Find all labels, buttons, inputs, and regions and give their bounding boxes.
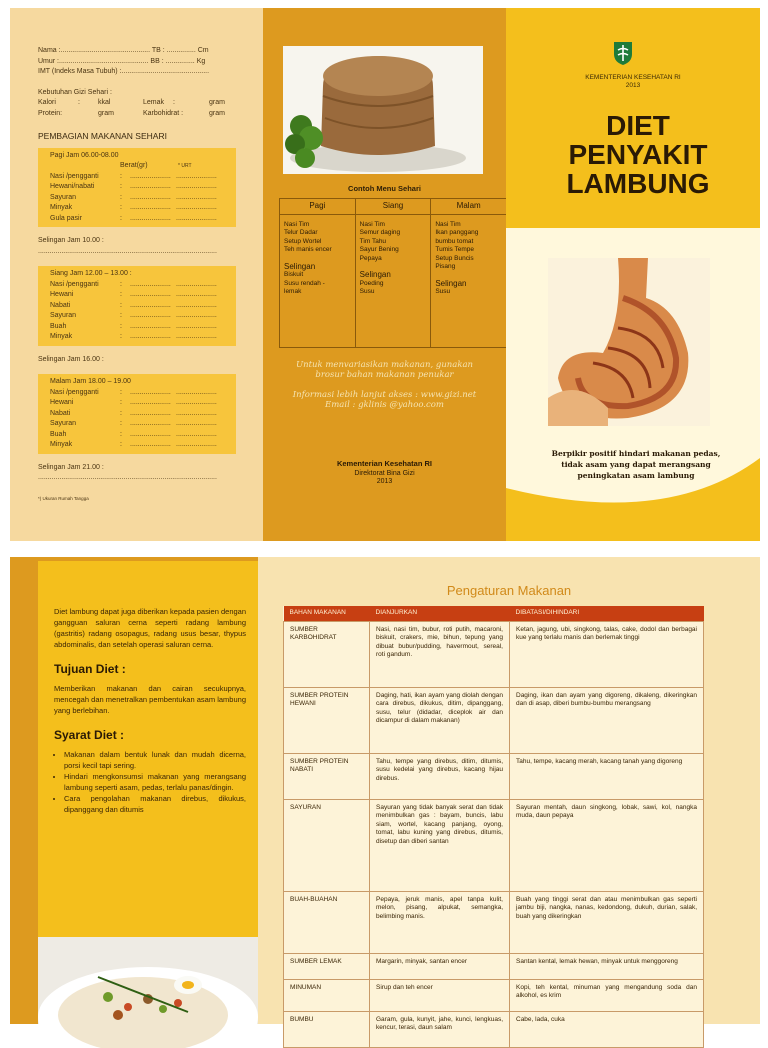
table-cell: Margarin, minyak, santan encer — [370, 953, 510, 979]
table-cell: SAYURAN — [284, 799, 370, 891]
table-cell: Tahu, tempe yang direbus, ditim, ditumis, susu kedelai yang direbus, kacang hijau direbus. — [370, 753, 510, 799]
table-cell: Kopi, teh kental, minuman yang mengandung soda dan alkohol, es krim — [510, 979, 704, 1011]
menu-table — [279, 198, 507, 348]
menu-item: Sayur Bening — [359, 246, 399, 253]
diet-form-panel — [10, 8, 263, 541]
pagi-box — [38, 148, 236, 228]
menu-column — [356, 199, 432, 347]
menu-title: Contoh Menu Sehari — [348, 184, 421, 193]
table-cell: Buah yang tinggi serat dan atau menimbulkan gas seperti jambu biji, nangka, nanas, kedondong, dukuh, durian, salak, buah yang dikeringkan — [510, 891, 704, 953]
table-cell: Garam, gula, kunyit, jahe, kunci, lengkuas, kencur, terasi, daun salam — [370, 1011, 510, 1047]
table-row — [284, 953, 704, 979]
menu-item: Pepaya — [359, 254, 382, 262]
menu-column — [280, 199, 356, 347]
table-cell: Pepaya, jeruk manis, apel tanpa kulit, melon, pisang, alpukat, semangka, belimbing manis. — [370, 891, 510, 953]
tujuan-text: Memberikan makanan dan cairan secukupnya, mencegah dan menetralkan pembentukan asam lambung yang berlebihan. — [54, 684, 246, 715]
list-item: Minyak : ..................... ..................... — [50, 333, 217, 340]
siang-list — [50, 280, 230, 343]
table-cell: Tahu, tempe, kacang merah, kacang tanah yang digoreng — [510, 753, 704, 799]
list-item: Minyak : ..................... ..................... — [50, 441, 217, 448]
berat-label: Berat(gr) — [120, 162, 148, 169]
list-item: • Cara pengolahan makanan direbus, dikukus, dipanggang dan ditumis — [64, 793, 246, 815]
info-penukar: Untuk menvariasikan makanan, gunakan brosur bahan makanan penukar — [295, 360, 474, 380]
menu-panel — [263, 8, 506, 541]
brochure-inside-sheet — [10, 557, 760, 1031]
footnote: *) Ukuran Rumah Tangga — [38, 495, 89, 501]
menu-column-head: Siang — [356, 199, 431, 215]
pagi-title: Pagi Jam 06.00-08.00 — [50, 151, 119, 159]
list-item: Nasi /pengganti : ..................... ..................... — [50, 280, 217, 288]
brochure-front-sheet — [10, 8, 760, 541]
menu-item: Susu rendah - — [284, 279, 325, 287]
fill-line: ............................................................................................ — [38, 474, 217, 481]
menu-item: Ikan panggang — [435, 229, 479, 236]
stomach-illustration — [548, 258, 710, 426]
table-cell: SUMBER LEMAK — [284, 953, 370, 979]
table-cell: Daging, ikan dan ayam yang digoreng, dikaleng, dikeringkan dan di asap, diberi bumbu-bumbu merangsang — [510, 687, 704, 753]
menu-selingan-head: Selingan — [284, 261, 316, 271]
table-row — [284, 979, 704, 1011]
menu-item: Telur Dadar — [284, 229, 318, 236]
list-item: Nasi /pengganti : ..................... ..................... — [50, 172, 217, 180]
menu-item: Nasi Tim — [435, 220, 461, 228]
syarat-heading: Syarat Diet : — [54, 728, 125, 742]
column-header: DIBATASI/DIHINDARI — [510, 606, 704, 621]
menu-item: Biskuit — [284, 271, 304, 278]
list-item: Hewani : ..................... ..................... — [50, 291, 217, 298]
pengaturan-title: Pengaturan Makanan — [446, 583, 572, 598]
column-header: DIANJURKAN — [370, 606, 510, 621]
pagi-list — [50, 172, 230, 225]
menu-item: Nasi Tim — [284, 220, 310, 228]
table-row — [284, 891, 704, 953]
list-item: Buah : ..................... ..................... — [50, 430, 217, 438]
urt-label: * URT — [178, 163, 192, 169]
list-item: Hewani/nabati : ..................... ..................... — [50, 183, 217, 190]
nasi-tim-photo — [283, 46, 483, 174]
malam-box — [38, 374, 236, 454]
tujuan-heading: Tujuan Diet : — [54, 662, 126, 676]
fill-line: ............................................................................................ — [38, 247, 217, 255]
bubur-photo — [38, 937, 258, 1024]
table-row — [284, 1011, 704, 1047]
menu-item: lemak — [284, 288, 302, 295]
menu-item: Poeding — [359, 279, 384, 287]
list-item: Minyak : ..................... ..................... — [50, 204, 217, 211]
list-item: • Makanan dalam bentuk lunak dan mudah dicerna, porsi kecil tapi sering. — [64, 749, 246, 771]
imt-line: IMT (Indeks Masa Tubuh) :............................................. — [38, 68, 210, 75]
table-cell: Sayuran yang tidak banyak serat dan tidak menimbulkan gas : bayam, buncis, labu siam, wortel, kacang panjang, oyong, tomat, labu kuning yang direbus, ditumis, disetup dan diberi santan — [370, 799, 510, 891]
menu-item: Tim Tahu — [359, 237, 387, 245]
info-kontak: Informasi lebih lanjut akses : www.gizi.net Email : gklinis @yahoo.com — [292, 390, 477, 410]
menu-item: Susu — [359, 288, 375, 295]
siang-title: Siang Jam 12.00 – 13.00 : — [50, 270, 132, 277]
table-cell: BUAH-BUAHAN — [284, 891, 370, 953]
kalori-line: Kalori : kkal Lemak : gram — [38, 99, 225, 106]
protein-line: Protein: gram Karbohidrat : gram — [38, 109, 225, 117]
cover-publisher: KEMENTERIAN KESEHATAN RI 2013 — [585, 74, 681, 89]
menu-item: Pisang — [435, 263, 456, 270]
table-cell: Daging, hati, ikan ayam yang diolah dengan cara direbus, dikukus, ditim, dipanggang, susu, telur (didadar, diceplok air dan dicampur di dalam makanan) — [370, 687, 510, 753]
food-table — [283, 606, 704, 1048]
syarat-list — [54, 749, 246, 815]
menu-item: Semur daging — [359, 229, 401, 236]
intro-panel — [10, 557, 258, 1024]
list-item: Sayuran : ..................... ..................... — [50, 420, 217, 427]
table-cell: MINUMAN — [284, 979, 370, 1011]
table-cell: Santan kental, lemak hewan, minyak untuk menggoreng — [510, 953, 704, 979]
list-item: Nabati : ..................... ..................... — [50, 301, 217, 309]
pengaturan-panel — [258, 557, 760, 1031]
cover-panel — [506, 8, 760, 541]
selingan-10: Selingan Jam 10.00 : — [38, 237, 104, 244]
menu-selingan-head: Selingan — [359, 270, 391, 279]
malam-title: Malam Jam 18.00 – 19.00 — [50, 378, 131, 385]
publisher-block: Kementerian Kesehatan RI Direktorat Bina Gizi 2013 — [336, 459, 433, 485]
table-cell: Sayuran mentah, daun singkong, lobak, sawi, kol, nangka muda, daun pepaya — [510, 799, 704, 891]
menu-item: Setup Buncis — [435, 254, 474, 262]
menu-selingan-head: Selingan — [435, 278, 467, 288]
nama-line: Nama :.............................................. TB : ............... Cm — [38, 47, 209, 54]
list-item: Nabati : ..................... ..................... — [50, 409, 217, 417]
table-cell: Sirup dan teh encer — [370, 979, 510, 1011]
menu-column-head: Pagi — [280, 199, 355, 215]
cover-title: DIET PENYAKIT LAMBUNG — [566, 110, 710, 199]
siang-box — [38, 266, 236, 346]
table-row — [284, 753, 704, 799]
menu-item: Tumis Tempe — [435, 246, 474, 253]
table-row — [284, 799, 704, 891]
menu-item: bumbu tomat — [435, 237, 474, 245]
list-item: Hewani : ..................... ..................... — [50, 399, 217, 406]
menu-column-head: Malam — [431, 199, 506, 215]
menu-item: Susu — [435, 288, 451, 295]
selingan-16: Selingan Jam 16.00 : — [38, 355, 104, 363]
menu-item: Teh manis encer — [284, 246, 332, 253]
menu-item: Setup Wortel — [284, 237, 322, 245]
cover-quote: Berpikir positif hindari makanan pedas, tidak asam yang dapat merangsang peningkatan asam lambung — [551, 449, 721, 480]
gizi-heading: Kebutuhan Gizi Sehari : — [38, 88, 112, 96]
kemenkes-logo — [612, 40, 634, 66]
table-cell: Nasi, nasi tim, bubur, roti putih, macaroni, biskuit, crakers, mie, bihun, tepung yang dibuat bubur/pudding, havermout, sereal, roti gandum. — [370, 621, 510, 687]
table-row — [284, 687, 704, 753]
intro-text: Diet lambung dapat juga diberikan kepada pasien dengan gangguan saluran cerna seperti radang lambung (gastritis) radang osopagus, radang usus besar, thypus abdominalis, dan setelah operasi saluran cerna. — [54, 607, 246, 649]
table-cell: SUMBER PROTEIN NABATI — [284, 753, 370, 799]
table-cell: SUMBER KARBOHIDRAT — [284, 621, 370, 687]
menu-column — [431, 199, 506, 347]
list-item: Gula pasir : ..................... ..................... — [50, 214, 217, 222]
malam-list — [50, 388, 230, 451]
umur-line: Umur :.............................................. BB : ............... Kg — [38, 57, 206, 65]
list-item: Nasi /pengganti : ..................... ..................... — [50, 388, 217, 396]
list-item: Sayuran : ..................... ..................... — [50, 312, 217, 319]
list-item: Buah : ..................... ..................... — [50, 322, 217, 330]
table-cell: Ketan, jagung, ubi, singkong, talas, cake, dodol dan berbagai kue yang terlalu manis dan berlemak tinggi — [510, 621, 704, 687]
menu-item: Nasi Tim — [359, 220, 385, 228]
pembagian-heading: PEMBAGIAN MAKANAN SEHARI — [38, 131, 167, 141]
list-item: Sayuran : ..................... ..................... — [50, 193, 217, 201]
list-item: • Hindari mengkonsumsi makanan yang merangsang lambung seperti asam, pedas, terlalu panas/dingin. — [64, 771, 246, 793]
selingan-21: Selingan Jam 21.00 : — [38, 463, 104, 471]
table-cell: Cabe, lada, cuka — [510, 1011, 704, 1047]
column-header: BAHAN MAKANAN — [284, 606, 370, 621]
table-row — [284, 621, 704, 687]
table-cell: BUMBU — [284, 1011, 370, 1047]
table-cell: SUMBER PROTEIN HEWANI — [284, 687, 370, 753]
